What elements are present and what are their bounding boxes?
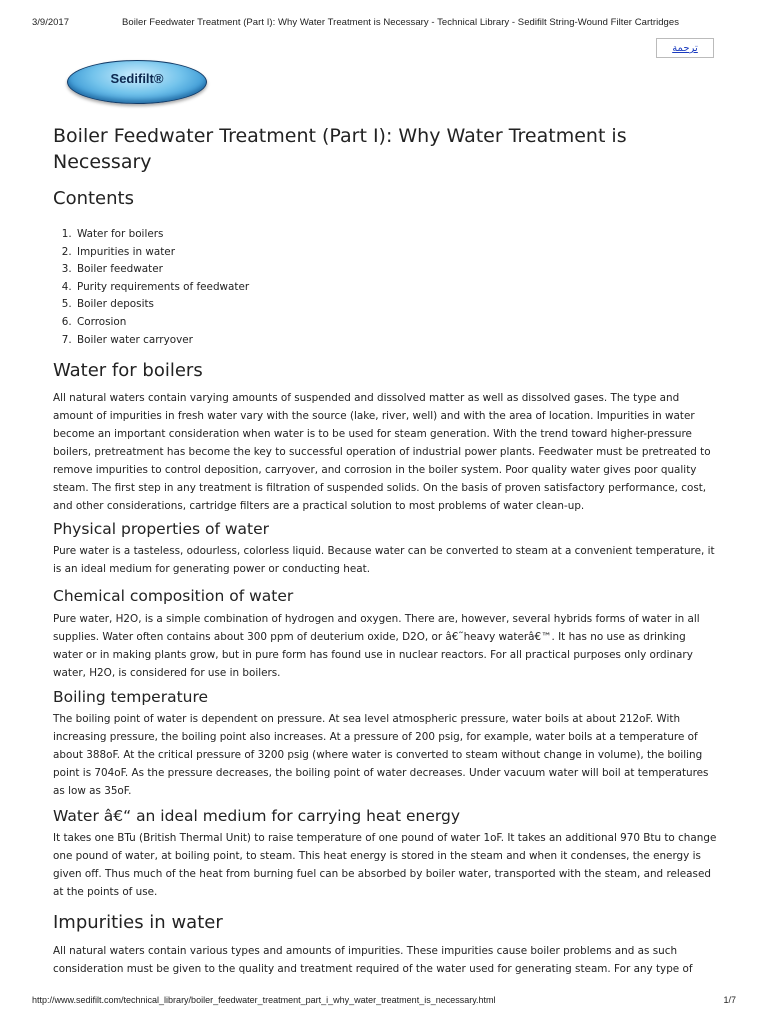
print-url: http://www.sedifilt.com/technical_library/boiler_feedwater_treatment_part_i_why_water_treatment_is_necessary.html [32, 995, 496, 1005]
page-title: Boiler Feedwater Treatment (Part I): Why Water Treatment is Necessary [53, 125, 627, 173]
section-body-water-for-boilers: All natural waters contain varying amounts of suspended and dissolved matter as well as dissolved gases. The type and amount of impurities in fresh water vary with the source (lake, river, well) and with the area of location. Impurities in water become an important consideration when water is to be used for steam generation. With the trend toward higher-pressure boilers, pretreatment has become the key to successful operation of industrial power plants. Feedwater must be pretreated to remove impurities to control deposition, carryover, and corrosion in the boiler system. Poor quality water gives poor quality steam. The first step in any treatment is filtration of suspended solids. On the basis of proven satisfactory performance, cost, and other considerations, cartridge filters are a practical solution to most problems of water clean-up. [53, 392, 711, 512]
section-heading-ideal-medium: Water â€“ an ideal medium for carrying heat energy [53, 807, 461, 825]
contents-heading: Contents [53, 188, 134, 209]
sedifilt-logo[interactable] [67, 60, 207, 104]
section-body-boiling-temperature: The boiling point of water is dependent on pressure. At sea level atmospheric pressure, water boils at about 212oF. With increasing pressure, the boiling point also increases. At a pressure of 200 psig, for example, water boils at a temperature of about 388oF. At the critical pressure of 3200 psig (where water is converted to steam without change in volume), the boiling point is 704oF. As the pressure decreases, the boiling point of water decreases. Under vacuum water will boil at temperatures as low as 35oF. [53, 713, 709, 797]
section-heading-water-for-boilers: Water for boilers [53, 360, 203, 381]
section-heading-impurities: Impurities in water [53, 912, 223, 933]
contents-item-boiler-deposits[interactable]: 5. Boiler deposits [75, 296, 249, 314]
contents-item-impurities[interactable]: 2. Impurities in water [75, 244, 249, 262]
contents-list [53, 226, 249, 349]
contents-item-boiler-feedwater[interactable]: 3. Boiler feedwater [75, 261, 249, 279]
section-body-ideal-medium: It takes one BTu (British Thermal Unit) to raise temperature of one pound of water 1oF. It takes an additional 970 Btu to change one pound of water, at boiling point, to steam. This heat energy is stored in the steam and when it condenses, the energy is given off. Thus much of the heat from burning fuel can be absorbed by boiler water, transported with the steam, and released at the points of use. [53, 832, 717, 898]
print-date: 3/9/2017 [32, 17, 69, 28]
translate-link[interactable]: ترجمة [656, 38, 714, 58]
section-heading-physical-properties: Physical properties of water [53, 520, 270, 538]
contents-item-purity-requirements[interactable]: 4. Purity requirements of feedwater [75, 279, 249, 297]
logo-brand-text: Sedifilt® [110, 71, 164, 86]
section-heading-boiling-temperature: Boiling temperature [53, 688, 209, 706]
section-body-chemical-composition: Pure water, H2O, is a simple combination of hydrogen and oxygen. There are, however, several hybrids forms of water in all supplies. Water often contains about 300 ppm of deuterium oxide, D2O, or â€˜heavy waterâ€™. It has no use as drinking water or in making plants grow, but in pure form has found use in nuclear reactors. For all practical purposes only ordinary water, H2O, is considered for use in boilers. [53, 613, 700, 679]
section-body-physical-properties: Pure water is a tasteless, odourless, colorless liquid. Because water can be converted to steam at a convenient temperature, it is an ideal medium for generating power or conducting heat. [53, 545, 715, 575]
page-number: 1/7 [723, 995, 736, 1005]
contents-item-carryover[interactable]: 7. Boiler water carryover [75, 332, 249, 350]
contents-item-water-for-boilers[interactable]: 1. Water for boilers [75, 226, 249, 244]
section-body-impurities: All natural waters contain various types and amounts of impurities. These impurities cause boiler problems and as such consideration must be given to the quality and treatment required of the water used for generating steam. For any type of [53, 945, 693, 975]
print-page-title: Boiler Feedwater Treatment (Part I): Why Water Treatment is Necessary - Technical Library - Sedifilt String-Wound Filter Cartridges [122, 17, 680, 28]
section-heading-chemical-composition: Chemical composition of water [53, 587, 294, 605]
contents-item-corrosion[interactable]: 6. Corrosion [75, 314, 249, 332]
